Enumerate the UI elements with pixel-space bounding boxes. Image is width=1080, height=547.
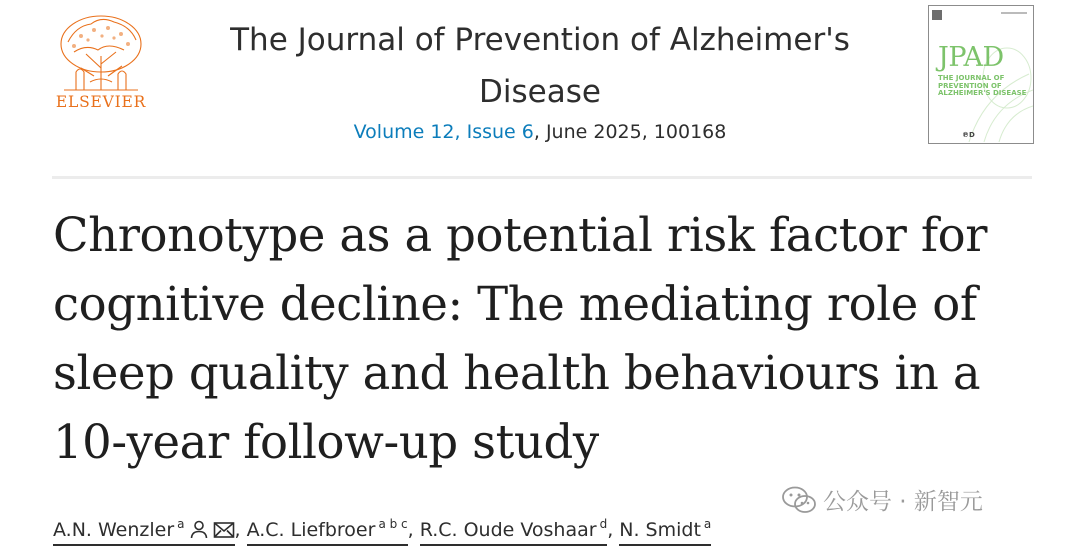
author-link[interactable]	[247, 510, 408, 546]
author-list	[53, 510, 711, 542]
journal-title[interactable]: The Journal of Prevention of Alzheimer's Disease	[230, 22, 850, 110]
author-affiliation: d	[599, 517, 608, 531]
issue-details: , June 2025, 100168	[533, 121, 727, 143]
cover-journal-subtitle: THE JOURNAL OF PREVENTION OF ALZHEIMER'S DISEASE	[938, 74, 1027, 97]
issue-info	[190, 121, 890, 143]
article-title	[53, 201, 1053, 477]
wechat-icon	[781, 485, 817, 515]
title-line: 10-year follow-up study	[53, 415, 599, 469]
issue-link[interactable]: Volume 12, Issue 6	[353, 121, 534, 143]
publisher-name: ELSEVIER	[55, 93, 147, 111]
cover-publisher-badge	[932, 10, 942, 20]
author-affiliation: a	[703, 517, 712, 531]
cover-publisher-mark: ℗D	[962, 131, 975, 139]
article-header	[0, 0, 1080, 178]
author-name: A.N. Wenzler	[53, 519, 175, 541]
title-line: sleep quality and health behaviours in a	[53, 346, 981, 400]
author-separator: ,	[234, 519, 241, 541]
header-divider	[52, 176, 1032, 179]
author-affiliation: a b c	[378, 517, 408, 531]
title-line: Chronotype as a potential risk factor for	[53, 208, 988, 262]
watermark-text: 公众号 · 新智元	[823, 489, 983, 515]
title-line: cognitive decline: The mediating role of	[53, 277, 977, 331]
envelope-icon	[213, 521, 235, 539]
author-separator: ,	[407, 519, 414, 541]
author-affiliation: a	[177, 517, 185, 531]
cover-journal-abbrev: JPAD	[938, 42, 1004, 73]
watermark	[781, 484, 983, 520]
journal-cover-thumbnail[interactable]	[928, 5, 1034, 144]
cover-top-rule	[1001, 12, 1027, 14]
author-name: A.C. Liefbroer	[246, 519, 376, 541]
author-separator: ,	[607, 519, 614, 541]
author-link[interactable]	[619, 510, 711, 546]
author-name: R.C. Oude Voshaar	[419, 519, 597, 541]
author-link[interactable]	[53, 510, 235, 546]
author-link[interactable]	[420, 510, 608, 546]
author-name: N. Smidt	[619, 519, 701, 541]
person-icon	[189, 519, 209, 539]
